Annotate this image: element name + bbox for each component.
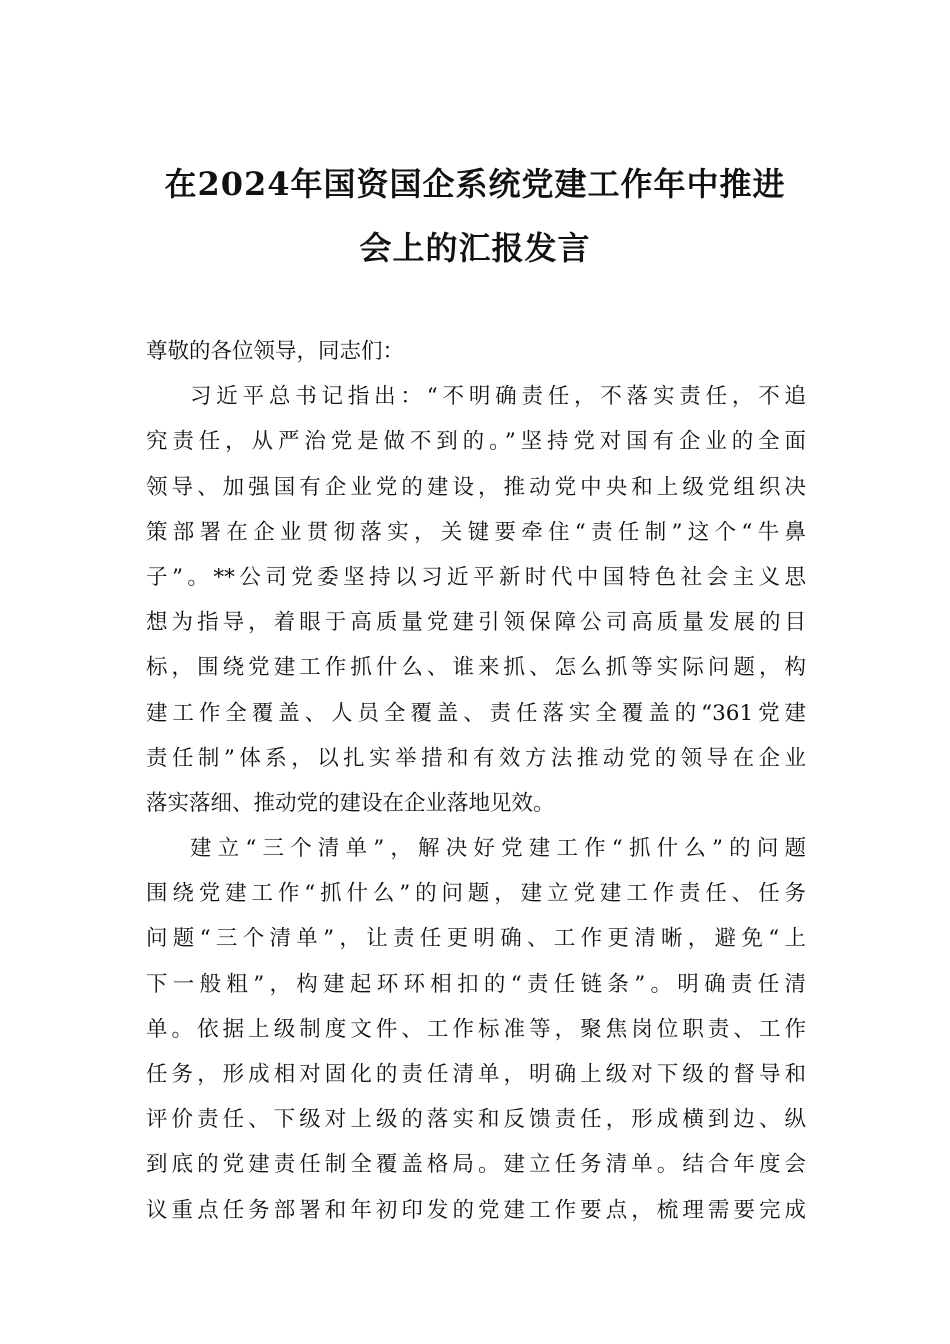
paragraph-line: 到底的党建责任制全覆盖格局。建立任务清单。结合年度会 [146, 1152, 806, 1178]
paragraph-line: 究责任，从严治党是做不到的。”坚持党对国有企业的全面 [146, 429, 806, 455]
salutation: 尊敬的各位领导，同志们： [146, 339, 405, 364]
paragraph-line: 问题“三个清单”，让责任更明确、工作更清晰，避免“上 [146, 926, 806, 952]
paragraph-line: 议重点任务部署和年初印发的党建工作要点，梳理需要完成 [146, 1197, 806, 1223]
document-title-line-1: 在2024年国资国企系统党建工作年中推进 [164, 165, 786, 203]
document-title-line-2: 会上的汇报发言 [359, 229, 591, 267]
paragraph-line: 评价责任、下级对上级的落实和反馈责任，形成横到边、纵 [146, 1107, 806, 1133]
paragraph-line: 单。依据上级制度文件、工作标准等，聚焦岗位职责、工作 [146, 1016, 806, 1042]
paragraph-line: 领导、加强国有企业党的建设，推动党中央和上级党组织决 [146, 474, 806, 500]
section-heading-line: 建立“三个清单”，解决好党建工作“抓什么”的问题 [190, 836, 806, 862]
paragraph-line: 围绕党建工作“抓什么”的问题，建立党建工作责任、任务 [146, 881, 806, 907]
paragraph-line: 责任制”体系，以扎实举措和有效方法推动党的领导在企业 [146, 745, 806, 771]
paragraph-line: 建工作全覆盖、人员全覆盖、责任落实全覆盖的“361党建 [146, 700, 806, 726]
paragraph-line: 策部署在企业贯彻落实，关键要牵住“责任制”这个“牛鼻 [146, 519, 806, 545]
paragraph-line: 想为指导，着眼于高质量党建引领保障公司高质量发展的目 [146, 610, 806, 636]
paragraph-line: 任务，形成相对固化的责任清单，明确上级对下级的督导和 [146, 1062, 806, 1087]
paragraph-line: 下一般粗”，构建起环环相扣的“责任链条”。明确责任清 [146, 971, 806, 997]
paragraph-line: 标，围绕党建工作抓什么、谁来抓、怎么抓等实际问题，构 [146, 655, 806, 681]
paragraph-line: 习近平总书记指出：“不明确责任，不落实责任，不追 [190, 384, 806, 410]
document-body [146, 329, 806, 1233]
paragraph-line: 子”。**公司党委坚持以习近平新时代中国特色社会主义思 [146, 564, 806, 590]
paragraph-line: 落实落细、推动党的建设在企业落地见效。 [146, 790, 555, 816]
